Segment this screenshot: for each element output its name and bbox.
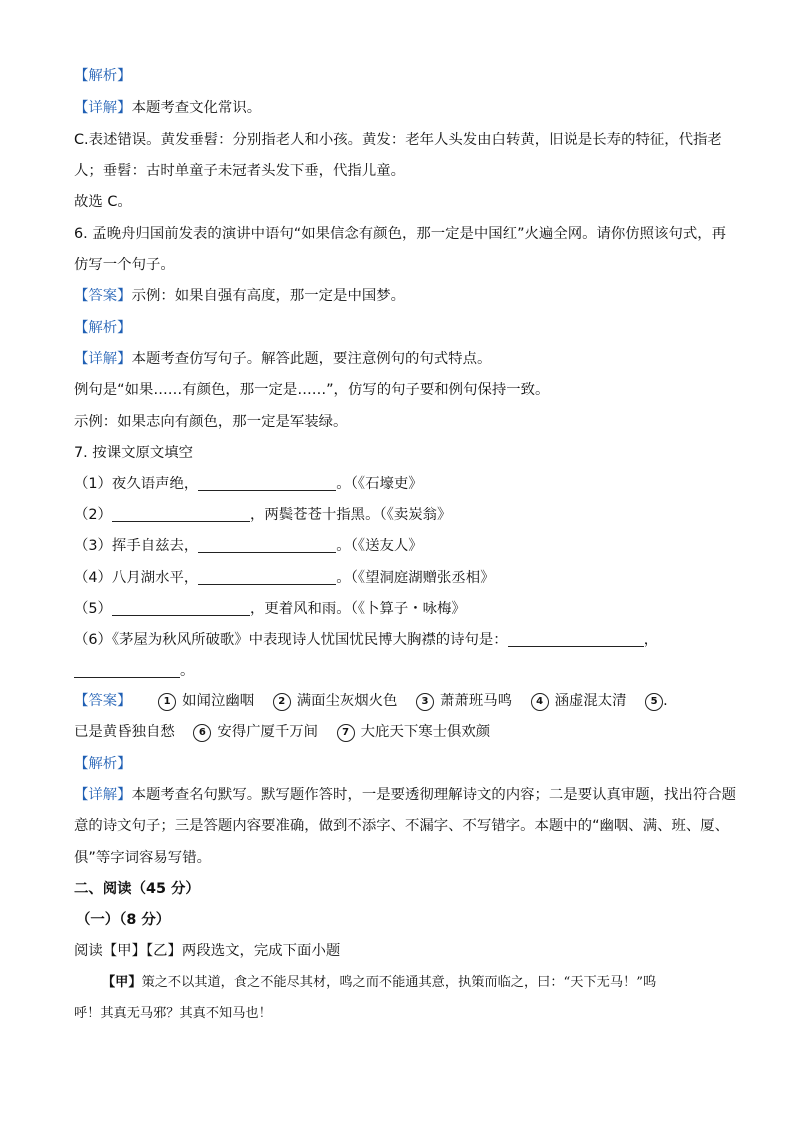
question-7-stem: 7. 按课文原文填空 (74, 445, 194, 461)
classical-text (102, 973, 724, 993)
question-7-answer-cont (74, 722, 724, 742)
question-6-answer (74, 286, 724, 306)
answer-blank (198, 536, 336, 553)
analysis-heading: 【解析】 (74, 68, 132, 84)
blank-suffix: 。（《石壕吏》 (336, 476, 423, 492)
circled-number: 4 (531, 693, 549, 711)
answer-item (337, 722, 491, 742)
explanation-line: 意的诗文句子；三是答题内容要准确，做到不添字、不漏字、不写错字。本题中的“幽咽、满、班、厦、 (74, 818, 730, 834)
blank-suffix: ，更着风和雨。（《卜算子・咏梅》 (249, 601, 466, 617)
blank-prefix: （1）夜久语声绝， (74, 476, 199, 492)
circled-number: 6 (193, 724, 211, 742)
question-7-detail (74, 785, 736, 805)
circled-number: 1 (158, 693, 176, 711)
blank-prefix: （3）挥手自兹去， (74, 538, 199, 554)
blank-prefix: （4）八月湖水平， (74, 570, 199, 586)
blank-suffix: ，两鬓苍苍十指黑。（《卖炭翁》 (249, 507, 452, 523)
blank-prefix: （6）《茅屋为秋风所破歌》中表现诗人忧国忧民博大胸襟的诗句是： (74, 632, 508, 648)
answer-item (645, 691, 668, 711)
fill-blank-item (74, 630, 724, 650)
passage-tag: 【甲】 (102, 975, 142, 990)
circled-number: 2 (273, 693, 291, 711)
answer-text: 已是黄昏独自愁 (74, 724, 175, 740)
answer-text: 萧萧班马鸣 (440, 693, 512, 709)
subsection-heading: （一）（8 分） (76, 912, 171, 928)
circled-number: 3 (416, 693, 434, 711)
answer-item (193, 722, 318, 742)
question-6-detail (74, 349, 724, 369)
answer-item (531, 691, 627, 711)
answer-blank (198, 474, 336, 491)
section-heading: 二、阅读（45 分） (74, 881, 200, 897)
answer-item (273, 691, 398, 711)
blank-suffix: 。（《送友人》 (336, 538, 423, 554)
answer-text: 满面尘灰烟火色 (296, 693, 398, 709)
answer-tag: 【答案】 (74, 693, 132, 709)
answer-tag: 【答案】 (74, 288, 132, 304)
fill-blank-item (74, 568, 724, 588)
detail-tag: 【详解】 (74, 787, 132, 803)
fill-blank-item (74, 505, 724, 525)
answer-blank (508, 630, 644, 647)
reading-instruction: 阅读【甲】【乙】两段选文，完成下面小题 (74, 943, 341, 959)
answer-item (158, 691, 254, 711)
choice-line: 故选 C。 (74, 194, 132, 210)
question-6-stem: 6. 孟晚舟归国前发表的演讲中语句“如果信念有颜色，那一定是中国红”火遍全网。请你仿照该句式，再 (74, 226, 727, 242)
explanation-line: 俱”等字词容易写错。 (74, 850, 211, 866)
answer-text: 示例：如果自强有高度，那一定是中国梦。 (131, 288, 406, 304)
answer-blank (198, 568, 336, 585)
explanation-line: C.表述错误。黄发垂髫：分别指老人和小孩。黄发：老年人头发由白转黄，旧说是长寿的特征，代指老 (74, 132, 722, 148)
blank-suffix: 。（《望洞庭湖赠张丞相》 (336, 570, 495, 586)
answer-text: 涵虚混太清 (554, 693, 627, 709)
detail-text: 本题考查仿写句子。解答此题，要注意例句的句式特点。 (131, 351, 492, 367)
blank-separator: ， (643, 632, 659, 648)
blank-prefix: （2） (74, 507, 112, 523)
answer-text: 如闻泣幽咽 (182, 693, 255, 709)
circled-number: 5 (645, 693, 663, 711)
classical-text: 呼！其真无马邪？其真不知马也！ (74, 1006, 272, 1021)
detail-tag: 【详解】 (74, 100, 132, 116)
analysis-heading: 【解析】 (74, 756, 132, 772)
detail-text: 本题考查文化常识。 (131, 100, 262, 116)
analysis-heading: 【解析】 (74, 320, 132, 336)
answer-text: 安得广厦千万间 (217, 724, 319, 740)
answer-mark: . (663, 693, 668, 709)
circled-number: 7 (337, 724, 355, 742)
answer-blank (74, 661, 180, 678)
fill-blank-item (74, 474, 724, 494)
answer-item (416, 691, 512, 711)
explanation-line: 人；垂髫：古时单童子未冠者头发下垂，代指儿童。 (74, 163, 405, 179)
question-7-answer (74, 691, 724, 711)
answer-blank (112, 599, 250, 616)
blank-prefix: （5） (74, 601, 112, 617)
passage-text: 策之不以其道，食之不能尽其材，鸣之而不能通其意，执策而临之，曰：“天下无马！”呜 (141, 975, 657, 990)
answer-text: 大庇天下寒士俱欢颜 (360, 724, 491, 740)
question-6-stem: 仿写一个句子。 (74, 257, 175, 273)
explanation-line: 示例：如果志向有颜色，那一定是军装绿。 (74, 414, 348, 430)
blank-suffix: 。 (180, 663, 195, 679)
detail-line (74, 98, 724, 118)
fill-blank-item (74, 661, 724, 681)
fill-blank-item (74, 599, 724, 619)
fill-blank-item (74, 536, 724, 556)
detail-tag: 【详解】 (74, 351, 132, 367)
answer-blank (112, 505, 250, 522)
detail-text: 本题考查名句默写。默写题作答时，一是要透彻理解诗文的内容；二是要认真审题，找出符合题 (131, 787, 736, 803)
explanation-line: 例句是“如果……有颜色，那一定是……”，仿写的句子要和例句保持一致。 (74, 382, 550, 398)
